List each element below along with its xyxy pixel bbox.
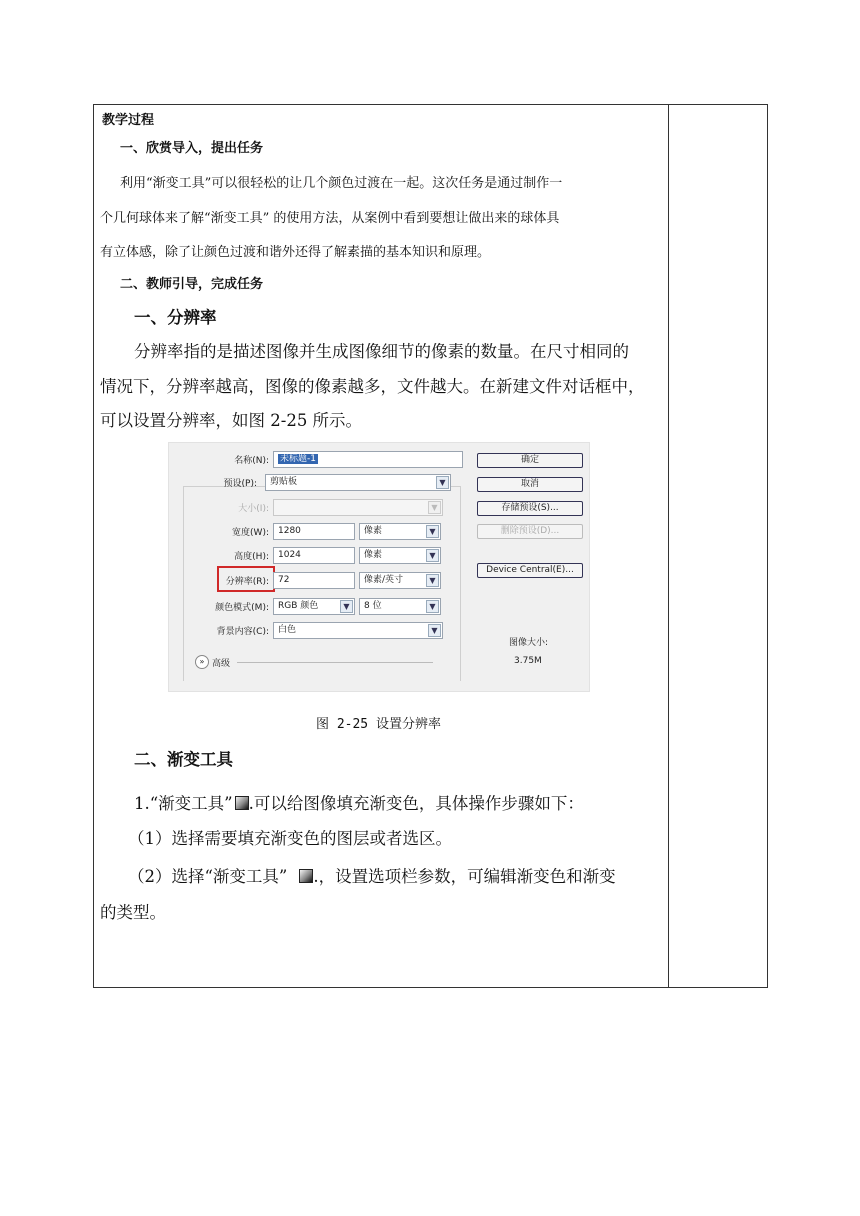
height-unit-value: 像素 (364, 550, 383, 560)
save-preset-button[interactable]: 存储预设(S)... (477, 501, 583, 516)
resolution-label: 分辨率(R): (225, 577, 269, 587)
double-chevron-down-icon[interactable]: » (195, 655, 209, 669)
width-unit-value: 像素 (364, 526, 383, 536)
gradient-tool-icon (299, 869, 313, 883)
delete-preset-button[interactable]: 删除预设(D)... (477, 524, 583, 539)
chevron-down-icon: ▼ (428, 501, 441, 514)
step-2-b: .，设置选项栏参数，可编辑渐变色和渐变 (313, 867, 616, 886)
image-size-label: 图像大小: (509, 638, 549, 648)
step-2-line-1 (128, 863, 616, 887)
width-unit-select[interactable] (359, 523, 441, 540)
heading-guide: 二、教师引导，完成任务 (120, 277, 264, 292)
step-2-a: （2）选择“渐变工具” (128, 867, 288, 886)
resolution-unit-value: 像素/英寸 (364, 575, 404, 585)
bit-depth-select[interactable] (359, 598, 441, 615)
lesson-table (93, 104, 768, 988)
subheading-gradient: 二、渐变工具 (134, 750, 233, 769)
width-input[interactable]: 1280 (273, 523, 355, 540)
preset-select[interactable] (265, 474, 451, 491)
preset-label: 预设(P): (223, 479, 257, 489)
step-2-line-2: 的类型。 (100, 903, 166, 922)
new-document-dialog (168, 442, 590, 692)
name-input[interactable] (273, 451, 463, 468)
chevron-down-icon: ▼ (340, 600, 353, 613)
color-mode-value: RGB 颜色 (278, 601, 319, 611)
heading-import: 一、欣赏导入，提出任务 (120, 141, 264, 156)
resolution-line-3: 可以设置分辨率，如图 2-25 所示。 (100, 411, 363, 430)
color-mode-select[interactable] (273, 598, 355, 615)
image-size-value: 3.75M (514, 656, 542, 666)
figure-caption: 图 2-25 设置分辨率 (316, 717, 441, 732)
section-title: 教学过程 (102, 113, 155, 128)
bit-depth-value: 8 位 (364, 601, 382, 611)
background-value: 白色 (278, 625, 297, 635)
chevron-down-icon: ▼ (426, 600, 439, 613)
gradient-intro-line (134, 790, 584, 814)
background-select[interactable] (273, 622, 443, 639)
size-select[interactable] (273, 499, 443, 516)
resolution-unit-select[interactable] (359, 572, 441, 589)
gradient-intro-a: 1.“渐变工具” (134, 794, 233, 813)
intro-line-2: 个几何球体来了解“渐变工具” 的使用方法，从案例中看到要想让做出来的球体具 (100, 211, 560, 226)
cancel-button[interactable]: 取消 (477, 477, 583, 492)
intro-line-1: 利用“渐变工具”可以很轻松的让几个颜色过渡在一起。这次任务是通过制作一 (120, 176, 563, 191)
advanced-divider (237, 662, 433, 663)
resolution-line-1: 分辨率指的是描述图像并生成图像细节的像素的数量。在尺寸相同的 (134, 342, 629, 361)
size-label: 大小(I): (238, 504, 269, 514)
chevron-down-icon: ▼ (426, 549, 439, 562)
device-central-button[interactable]: Device Central(E)... (477, 563, 583, 578)
width-label: 宽度(W): (232, 528, 269, 538)
height-input[interactable]: 1024 (273, 547, 355, 564)
ok-button[interactable]: 确定 (477, 453, 583, 468)
chevron-down-icon: ▼ (426, 525, 439, 538)
color-mode-label: 颜色模式(M): (215, 603, 269, 613)
subheading-resolution: 一、分辨率 (134, 308, 217, 327)
preset-value: 剪贴板 (270, 477, 298, 487)
resolution-input[interactable]: 72 (273, 572, 355, 589)
content-cell (94, 105, 668, 987)
column-divider (668, 105, 669, 987)
intro-line-3: 有立体感，除了让颜色过渡和谐外还得了解素描的基本知识和原理。 (100, 245, 491, 260)
advanced-label: 高级 (212, 659, 231, 669)
name-label: 名称(N): (234, 456, 269, 466)
height-label: 高度(H): (234, 552, 269, 562)
background-label: 背景内容(C): (216, 627, 269, 637)
step-1: （1）选择需要填充渐变色的图层或者选区。 (128, 829, 452, 848)
chevron-down-icon: ▼ (426, 574, 439, 587)
resolution-line-2: 情况下，分辨率越高，图像的像素越多，文件越大。在新建文件对话框中， (100, 377, 645, 396)
chevron-down-icon: ▼ (428, 624, 441, 637)
name-value: 未标题-1 (280, 454, 316, 464)
height-unit-select[interactable] (359, 547, 441, 564)
chevron-down-icon: ▼ (436, 476, 449, 489)
gradient-intro-b: .可以给图像填充渐变色，具体操作步骤如下： (248, 794, 584, 813)
gradient-tool-icon (235, 796, 249, 810)
